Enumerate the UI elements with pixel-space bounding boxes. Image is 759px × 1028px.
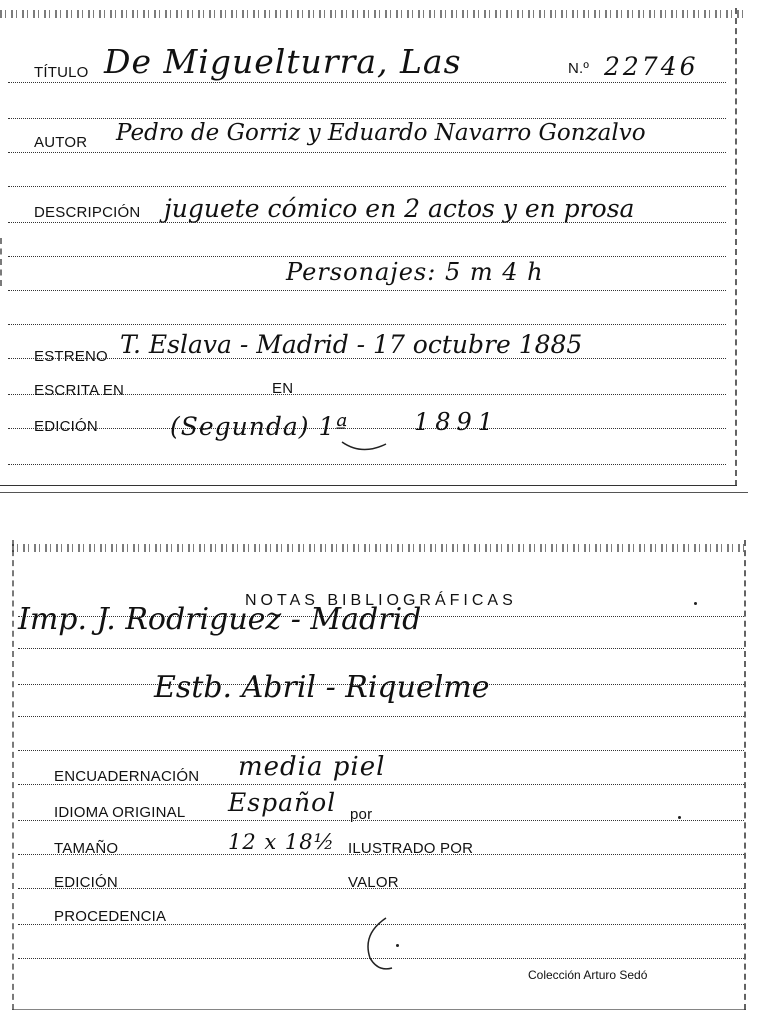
card-bottom-edge	[12, 1009, 746, 1010]
edicion-label: EDICIÓN	[54, 874, 118, 891]
nota-handwritten-2: Estb. Abril - Riquelme	[154, 670, 490, 705]
por-label: por	[350, 806, 373, 823]
titulo-handwritten: De Miguelturra, Las	[104, 42, 462, 81]
ink-dot	[396, 944, 399, 947]
card-right-edge	[742, 540, 746, 1010]
rule-line	[8, 82, 726, 83]
titulo-label: TÍTULO	[34, 64, 89, 81]
card-left-edge	[0, 238, 4, 286]
collection-footer: Colección Arturo Sedó	[528, 968, 648, 982]
descripcion-label: DESCRIPCIÓN	[34, 204, 141, 221]
catalog-card-main	[0, 8, 745, 486]
valor-label: VALOR	[348, 874, 399, 891]
card-left-edge	[12, 540, 16, 1010]
descripcion-handwritten-2: Personajes: 5 m 4 h	[286, 258, 544, 286]
encuadernacion-label: ENCUADERNACIÓN	[54, 768, 200, 785]
ilustrado-por-label: ILUSTRADO POR	[348, 840, 474, 857]
procedencia-label: PROCEDENCIA	[54, 908, 167, 925]
rule-line	[18, 750, 744, 751]
catalog-card-notes	[12, 540, 748, 1010]
rule-line	[8, 464, 726, 465]
rule-line	[18, 648, 744, 649]
numero-handwritten: 22746	[604, 52, 699, 81]
tamano-label: TAMAÑO	[54, 840, 119, 857]
pencil-mark	[340, 436, 390, 456]
ink-dot	[678, 816, 681, 819]
autor-label: AUTOR	[34, 134, 88, 151]
edicion-handwritten-1: (Segunda) 1ª	[170, 412, 349, 441]
card-separator	[0, 492, 748, 493]
rule-line	[8, 152, 726, 153]
encuadernacion-handwritten: media piel	[238, 752, 386, 782]
card-right-edge	[733, 8, 737, 486]
edicion-label: EDICIÓN	[34, 418, 98, 435]
card-top-edge	[12, 544, 748, 552]
notas-heading: NOTAS BIBLIOGRÁFICAS	[245, 592, 517, 609]
autor-handwritten: Pedro de Gorriz y Eduardo Navarro Gonzalvo	[116, 120, 646, 146]
en-label: EN	[272, 380, 294, 397]
edicion-handwritten-2: 1891	[414, 408, 500, 436]
rule-line	[8, 256, 726, 257]
rule-line	[8, 324, 726, 325]
rule-line	[8, 428, 726, 429]
card-top-edge	[0, 10, 745, 18]
estreno-label: ESTRENO	[34, 348, 108, 365]
rule-line	[8, 186, 726, 187]
numero-label: N.º	[568, 60, 590, 77]
escrita-en-label: ESCRITA EN	[34, 382, 125, 399]
estreno-handwritten: T. Eslava - Madrid - 17 octubre 1885	[120, 330, 583, 359]
idioma-original-handwritten: Español	[228, 788, 337, 817]
rule-line	[18, 716, 744, 717]
ink-dot	[694, 602, 697, 605]
nota-handwritten-1: Imp. J. Rodriguez - Madrid	[18, 602, 422, 637]
rule-line	[8, 290, 726, 291]
rule-line	[8, 118, 726, 119]
descripcion-handwritten-1: juguete cómico en 2 actos y en prosa	[164, 194, 635, 223]
tamano-handwritten: 12 x 18½	[228, 830, 335, 854]
idioma-original-label: IDIOMA ORIGINAL	[54, 804, 186, 821]
card-bottom-edge	[0, 485, 737, 486]
